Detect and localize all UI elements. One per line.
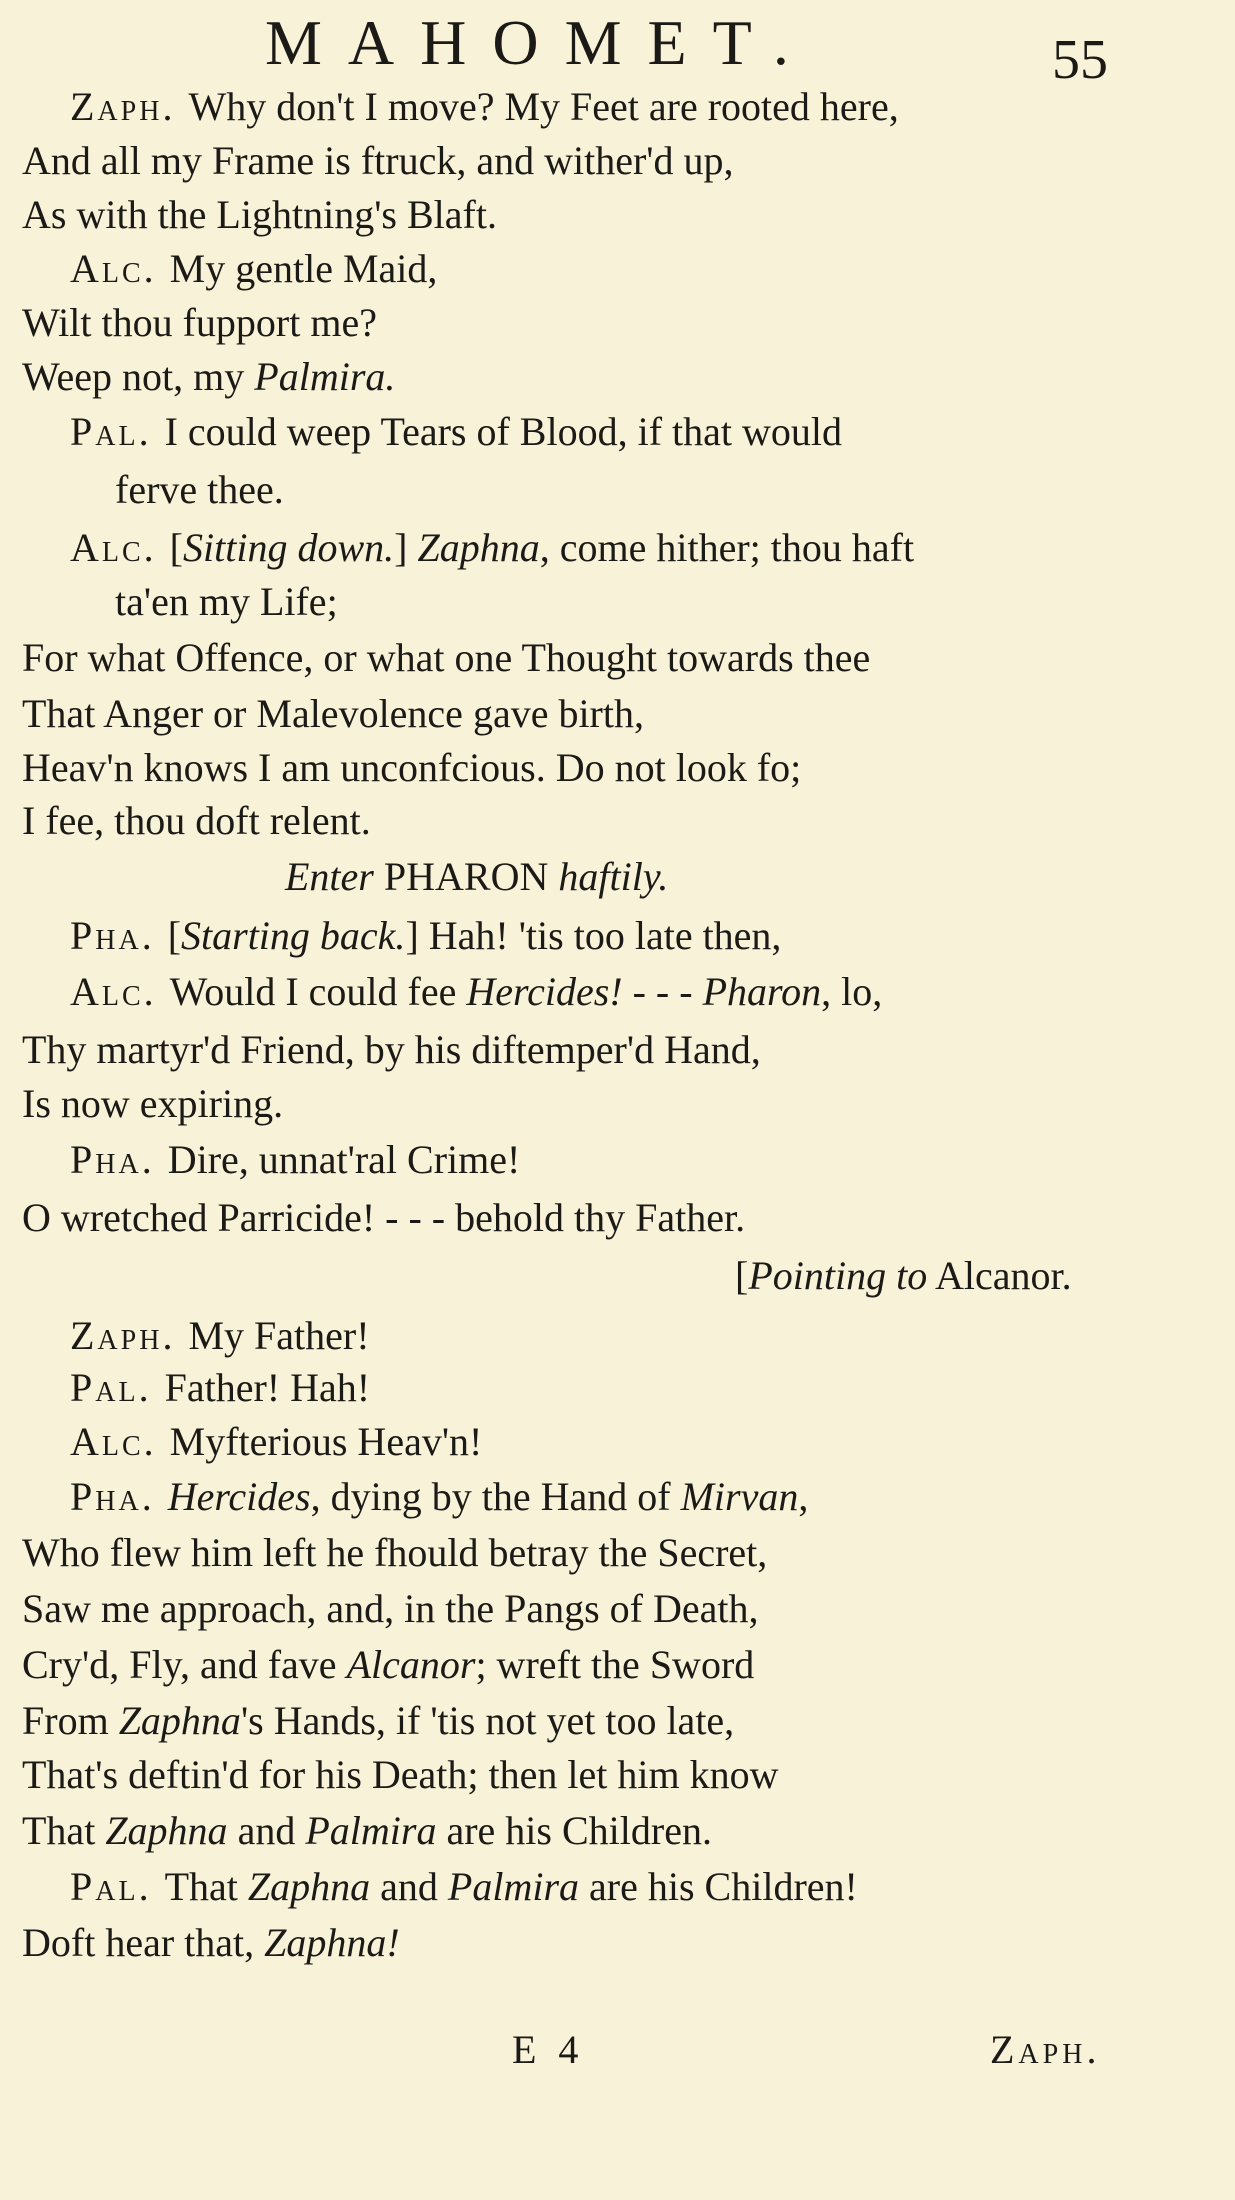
text-line: [115, 463, 284, 517]
line-text: Father! Hah!: [164, 1365, 371, 1410]
text-line: [70, 242, 437, 296]
line-text: and: [370, 1864, 448, 1909]
italic-text: Hercides: [167, 1474, 311, 1519]
text-line: [22, 1191, 745, 1245]
italic-text: Sitting down.: [183, 525, 395, 570]
speaker-label: Pal.: [70, 1365, 165, 1410]
line-text: That Anger or Malevolence gave birth,: [22, 691, 644, 736]
italic-text: Zaphna: [105, 1808, 228, 1853]
speaker-label: Alc.: [70, 246, 170, 291]
line-text: My Father!: [188, 1313, 370, 1358]
text-line: [70, 909, 781, 963]
speaker-label: Zaph.: [70, 1313, 189, 1358]
text-line: [70, 405, 842, 459]
line-text: ]: [394, 525, 418, 570]
speaker-label: Pha.: [70, 913, 168, 958]
text-line: [70, 1415, 482, 1469]
text-line: [22, 188, 497, 242]
text-line: [22, 1526, 767, 1580]
line-text: Why don't I move? My Feet are rooted here,: [188, 84, 899, 129]
line-text: , dying by the Hand of: [310, 1474, 681, 1519]
line-text: Is now expiring.: [22, 1081, 284, 1126]
text-line: [22, 741, 801, 795]
line-text: Who flew him left he fhould betray the Secret,: [22, 1530, 768, 1575]
italic-text: haftily.: [558, 854, 669, 899]
line-text: That: [22, 1808, 106, 1853]
text-line: [22, 1023, 761, 1077]
line-text: Wilt thou fupport me?: [22, 300, 377, 345]
text-line: [22, 1804, 712, 1858]
line-text: I could weep Tears of Blood, if that would: [164, 409, 842, 454]
line-text: ; wreft the Sword: [475, 1642, 755, 1687]
italic-text: Pharon: [702, 969, 822, 1014]
text-line: [22, 1748, 778, 1802]
italic-text: Palmira: [447, 1864, 580, 1909]
italic-text: Hercides!: [466, 969, 623, 1014]
line-text: Alcanor.: [927, 1253, 1072, 1298]
line-text: Saw me approach, and, in the Pangs of Death,: [22, 1586, 759, 1631]
line-text: ] Hah! 'tis too late then,: [405, 913, 782, 958]
line-text: [: [167, 913, 182, 958]
line-text: ta'en my Life;: [115, 579, 338, 624]
line-text: That's deftin'd for his Death; then let him know: [22, 1752, 779, 1797]
speaker-label: Alc.: [70, 969, 170, 1014]
line-text: , come hither; thou haft: [539, 525, 915, 570]
text-line: [22, 1916, 400, 1970]
speaker-label: Alc.: [70, 525, 170, 570]
text-line: [22, 1694, 734, 1748]
italic-text: Zaphna: [247, 1864, 371, 1909]
line-text: PHARON: [383, 854, 559, 899]
text-line: [22, 1077, 283, 1131]
text-line: [22, 1638, 754, 1692]
line-text: are his Children!: [579, 1864, 858, 1909]
line-text: and: [227, 1808, 306, 1853]
line-text: Cry'd, Fly, and fave: [22, 1642, 347, 1687]
text-line: [70, 1361, 370, 1415]
speaker-label: Alc.: [70, 1419, 170, 1464]
line-text: As with the Lightning's Blaft.: [22, 192, 497, 237]
italic-text: Zaphna: [417, 525, 540, 570]
italic-text: Zaphna!: [264, 1920, 400, 1965]
line-text: I fee, thou doft relent.: [22, 798, 371, 843]
line-text: ferve thee.: [115, 467, 284, 512]
text-line: [70, 521, 914, 575]
text-line: [70, 80, 899, 134]
italic-text: Mirvan: [680, 1474, 799, 1519]
text-line: [70, 1470, 808, 1524]
text-line: [285, 850, 668, 904]
line-text: Myfterious Heav'n!: [169, 1419, 483, 1464]
line-text: For what Offence, or what one Thought towards thee: [22, 635, 871, 680]
line-text: ,: [798, 1474, 809, 1519]
text-line: [22, 687, 644, 741]
text-line: [70, 1309, 370, 1363]
italic-text: Palmira: [305, 1808, 437, 1853]
line-text: are his Children.: [436, 1808, 712, 1853]
text-line: [70, 1133, 520, 1187]
line-text: Would I could fee: [169, 969, 467, 1014]
line-text: That: [164, 1864, 248, 1909]
italic-text: Pointing to: [748, 1253, 928, 1298]
line-text: Dire, unnat'ral Crime!: [167, 1137, 521, 1182]
text-line: [22, 794, 371, 848]
line-text: From: [22, 1698, 119, 1743]
page-number: 55: [1052, 29, 1108, 91]
speaker-label: Pha.: [70, 1474, 168, 1519]
line-text: - - -: [622, 969, 703, 1014]
text-line: [22, 296, 377, 350]
line-text: Doft hear that,: [22, 1920, 265, 1965]
line-text: [: [735, 1253, 749, 1298]
line-text: [: [169, 525, 183, 570]
catchword: Zaph.: [990, 2027, 1101, 2072]
text-line: [70, 1860, 858, 1914]
line-text: 's Hands, if 'tis not yet too late,: [240, 1698, 735, 1743]
line-text: O wretched Parricide! - - - behold thy Father.: [22, 1195, 746, 1240]
line-text: Heav'n knows I am unconfcious. Do not look fo;: [22, 745, 802, 790]
text-line: [115, 575, 338, 629]
signature-mark: E 4: [512, 2027, 585, 2072]
italic-text: Starting back.: [181, 913, 406, 958]
speaker-label: Pal.: [70, 409, 165, 454]
italic-text: Alcanor: [346, 1642, 476, 1687]
text-line: [735, 1249, 1072, 1303]
speaker-label: Pal.: [70, 1864, 165, 1909]
line-text: Weep not, my: [22, 354, 255, 399]
text-line: [22, 1582, 758, 1636]
text-line: [22, 350, 395, 404]
line-text: , lo,: [821, 969, 883, 1014]
line-text: Thy martyr'd Friend, by his diftemper'd Hand,: [22, 1027, 761, 1072]
running-title: MAHOMET.: [265, 7, 815, 78]
italic-text: Enter: [285, 854, 384, 899]
text-line: [22, 631, 870, 685]
line-text: And all my Frame is ftruck, and wither'd up,: [22, 138, 734, 183]
speaker-label: Pha.: [70, 1137, 168, 1182]
text-line: [70, 965, 882, 1019]
speaker-label: Zaph.: [70, 84, 189, 129]
italic-text: Palmira.: [254, 354, 396, 399]
line-text: My gentle Maid,: [169, 246, 438, 291]
italic-text: Zaphna: [118, 1698, 241, 1743]
text-line: [22, 134, 734, 188]
